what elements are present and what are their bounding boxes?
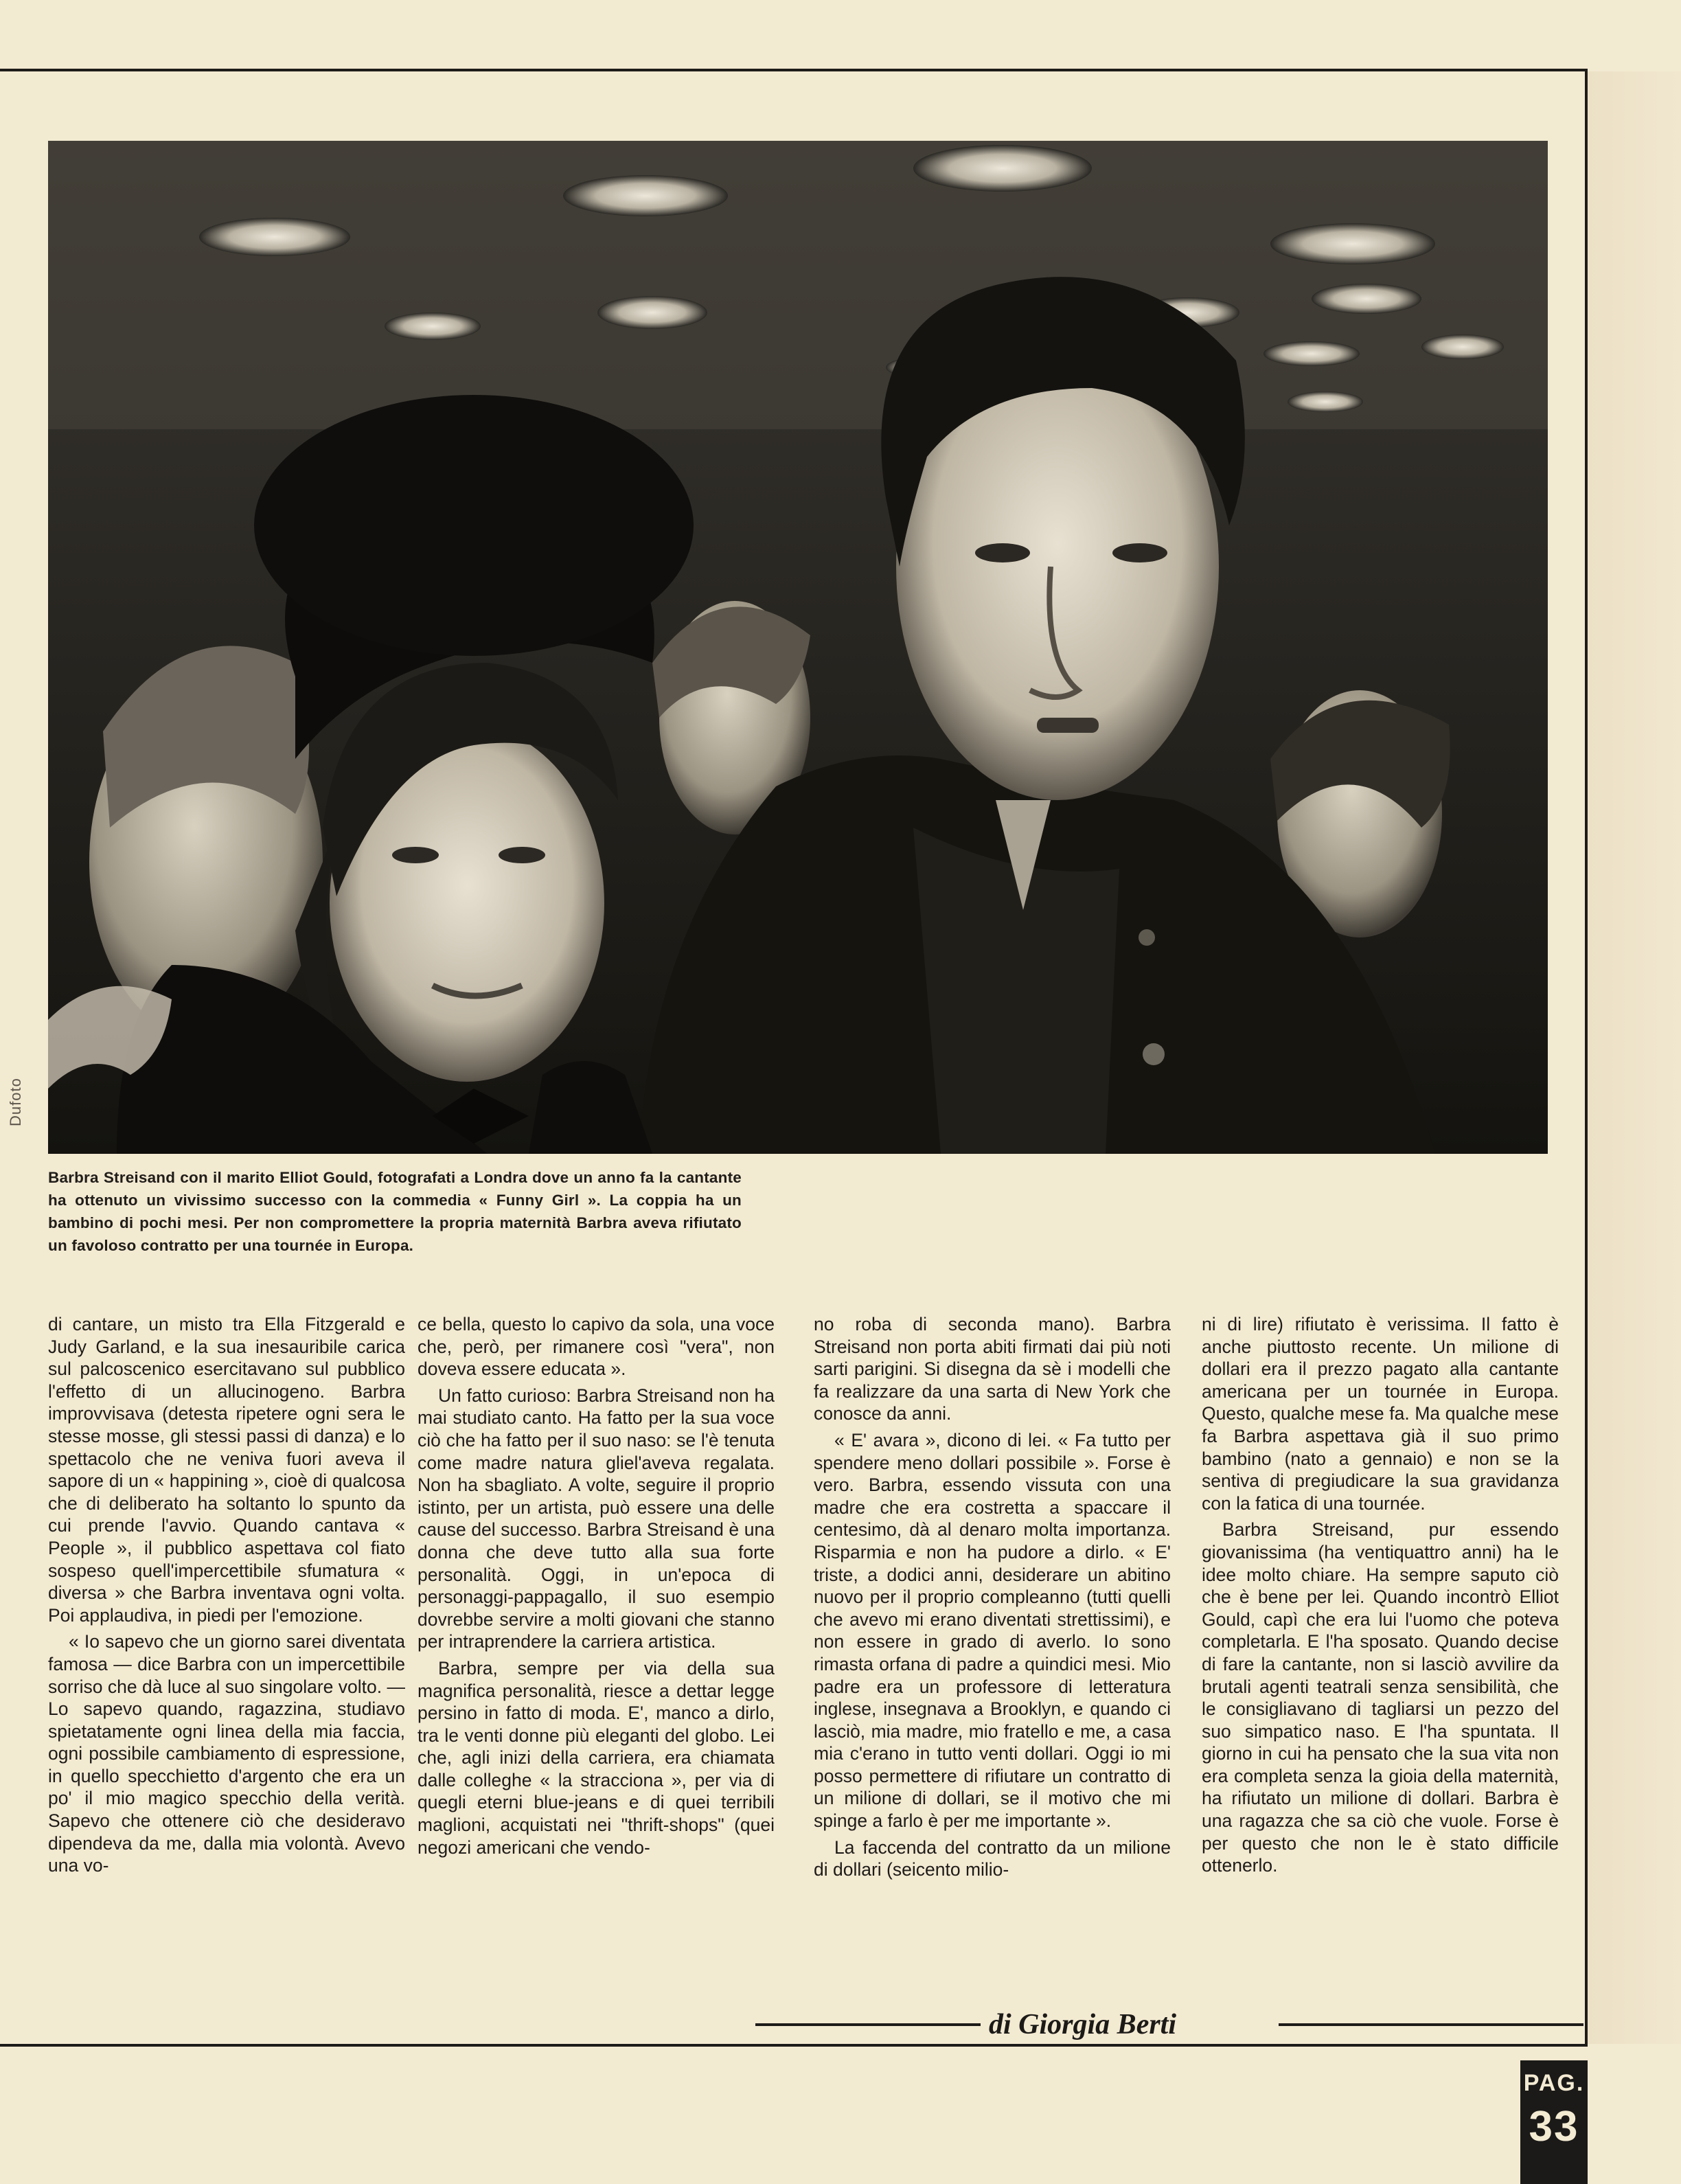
- paragraph: « E' avara », dicono di lei. « Fa tutto per spendere meno dollari possibile ». Forse è vero. Barbra, essendo vissuta con una madre che era costretta a spaccare il centesimo, dà al denaro molta importanza. Risparmia e non ha pudore a dirlo. « E' triste, a dodici anni, desiderare un abitino nuovo per il proprio compleanno (tutti quelli che avevo mi erano diventati strettissimi), e non essere in grado di averlo. Io sono rimasta orfana di padre a quindici mesi. Mio padre era un professore di letteratura inglese, insegnava a Brooklyn, e quando ci lasciò, mia madre, mio fratello e me, a casa mia c'erano in tutto venti dollari. Oggi io mi posso permettere di rifiutare un contratto di un milione di dollari, se il motivo che mi spinge a farlo è per me importante ».: [814, 1429, 1171, 1832]
- photo-credit: Dufoto: [7, 1078, 24, 1126]
- paragraph: « Io sapevo che un giorno sarei diventata famosa — dice Barbra con un impercettibile sorriso che dà luce al suo singolare volto. — Lo sapevo quando, ragazzina, studiavo spietatamente ogni linea della mia faccia, ogni possibile cambiamento di espressione, in quello specchietto d'argento che era un po' il mio magico specchio della verità. Sapevo che ottenere ciò che desideravo dipendeva da me, dalla mia volontà. Avevo una vo-: [48, 1631, 405, 1876]
- main-photo: [48, 141, 1548, 1154]
- page-label: PAG.: [1523, 2070, 1585, 2096]
- paragraph: Un fatto curioso: Barbra Streisand non ha mai studiato canto. Ha fatto per la sua voce ciò che ha fatto per il suo naso: se l'è tenuta come madre natura gliel'aveva regalata. Non ha sbagliato. A volte, seguire il proprio istinto, per un artista, può essere una delle cause del successo. Barbra Streisand è una donna che deve tutto alla sua forte personalità. Oggi, in un'epoca di personaggi-pappagallo, il suo esempio dovrebbe servire a molti giovani che stanno per intraprendere la carriera artistica.: [418, 1385, 775, 1652]
- frame-bottom-rule: [0, 2044, 1588, 2047]
- caption-text: Barbra Streisand con il marito Elliot Gould, fotografati a Londra dove un anno fa la cantante ha ottenuto un vivissimo successo con la commedia « Funny Girl ». La coppia ha un bambino di pochi mesi. Per non compromettere la propria maternità Barbra aveva rifiutato un favoloso contratto per una tournée in Europa.: [48, 1169, 742, 1254]
- article-column-3: [814, 1313, 1171, 1993]
- paragraph: di cantare, un misto tra Ella Fitzgerald e Judy Garland, e la sua inesauribile carica sul palcoscenico esercitavano sul pubblico l'effetto di un allucinogeno. Barbra improvvisava (detesta ripetere ogni sera le stesse mosse, gli stessi passi di danza) e lo spettacolo che ne veniva fuori aveva il sapore di un « happining », cioè di qualcosa che di deliberato ha soltanto lo spunto da cui prende l'avvio. Quando cantava « People », il pubblico aspettava col fiato sospeso quell'impercettibile sfumatura « diversa » che Barbra inventava ogni volta. Poi applaudiva, in piedi per l'emozione.: [48, 1314, 405, 1626]
- article-column-2: [418, 1313, 775, 1993]
- article-column-4: [1202, 1313, 1559, 1993]
- paragraph: Barbra, sempre per via della sua magnifica personalità, riesce a dettar legge persino in fatto di moda. E', manco a dirlo, tra le venti donne più eleganti del globo. Lei che, agli inizi della carriera, era chiamata dalle colleghe « la stracciona », per via di quegli eterni blue-jeans e di quei terribili maglioni, acquistati nei "thrift-shops" (quei negozi americani che vendo-: [418, 1657, 775, 1858]
- paragraph: Barbra Streisand, pur essendo giovanissima (ha ventiquattro anni) ha le idee molto chiare. Ha sempre saputo ciò che è bene per lei. Quando incontrò Elliot Gould, capì che era lui l'uomo che poteva completarla. E l'ha sposato. Quando decise di fare la cantante, non si lasciò avvilire da brutali agenti teatrali senza sensibilità, che le consigliavano di tagliarsi un pezzo del suo simpatico naso. E l'ha spuntata. Il giorno in cui ha pensato che la sua vita non era completa senza la gioia della maternità, ha rifiutato un milione di dollari. Barbra è una ragazza che sa ciò che vuole. Forse è per questo che non le è stato difficile ottenerlo.: [1202, 1519, 1559, 1876]
- page-number-box: [1520, 2060, 1588, 2184]
- byline-rule-left: [755, 2023, 981, 2026]
- paragraph: ni di lire) rifiutato è verissima. Il fatto è anche piuttosto recente. Un milione di dollari era il prezzo pagato alla cantante americana per un tournée in Europa. Questo, qualche mese fa. Ma qualche mese fa Barbra aspettava già il suo primo bambino (nato a gennaio) e non se la sentiva di pregiudicare la sua gravidanza con la fatica di una tournée.: [1202, 1314, 1559, 1514]
- paragraph: no roba di seconda mano). Barbra Streisand non porta abiti firmati dai più noti sarti parigini. Si disegna da sè i modelli che fa realizzare da una sarta di New York che conosce da anni.: [814, 1314, 1171, 1424]
- author-byline: di Giorgia Berti: [989, 2009, 1177, 2040]
- photo-caption: [48, 1166, 742, 1257]
- frame-top-rule: [0, 69, 1588, 71]
- paragraph: La faccenda del contratto da un milione di dollari (seicento milio-: [814, 1836, 1171, 1880]
- article-column-1: [48, 1313, 405, 1993]
- photo-icon: [48, 141, 1548, 1154]
- paragraph: ce bella, questo lo capivo da sola, una voce che, però, per rimanere così "vera", non doveva essere educata ».: [418, 1314, 775, 1380]
- byline-rule-right: [1279, 2023, 1583, 2026]
- page-edge: [1588, 71, 1681, 2044]
- byline-block: [755, 2007, 1583, 2041]
- page-number: 33: [1529, 2103, 1579, 2150]
